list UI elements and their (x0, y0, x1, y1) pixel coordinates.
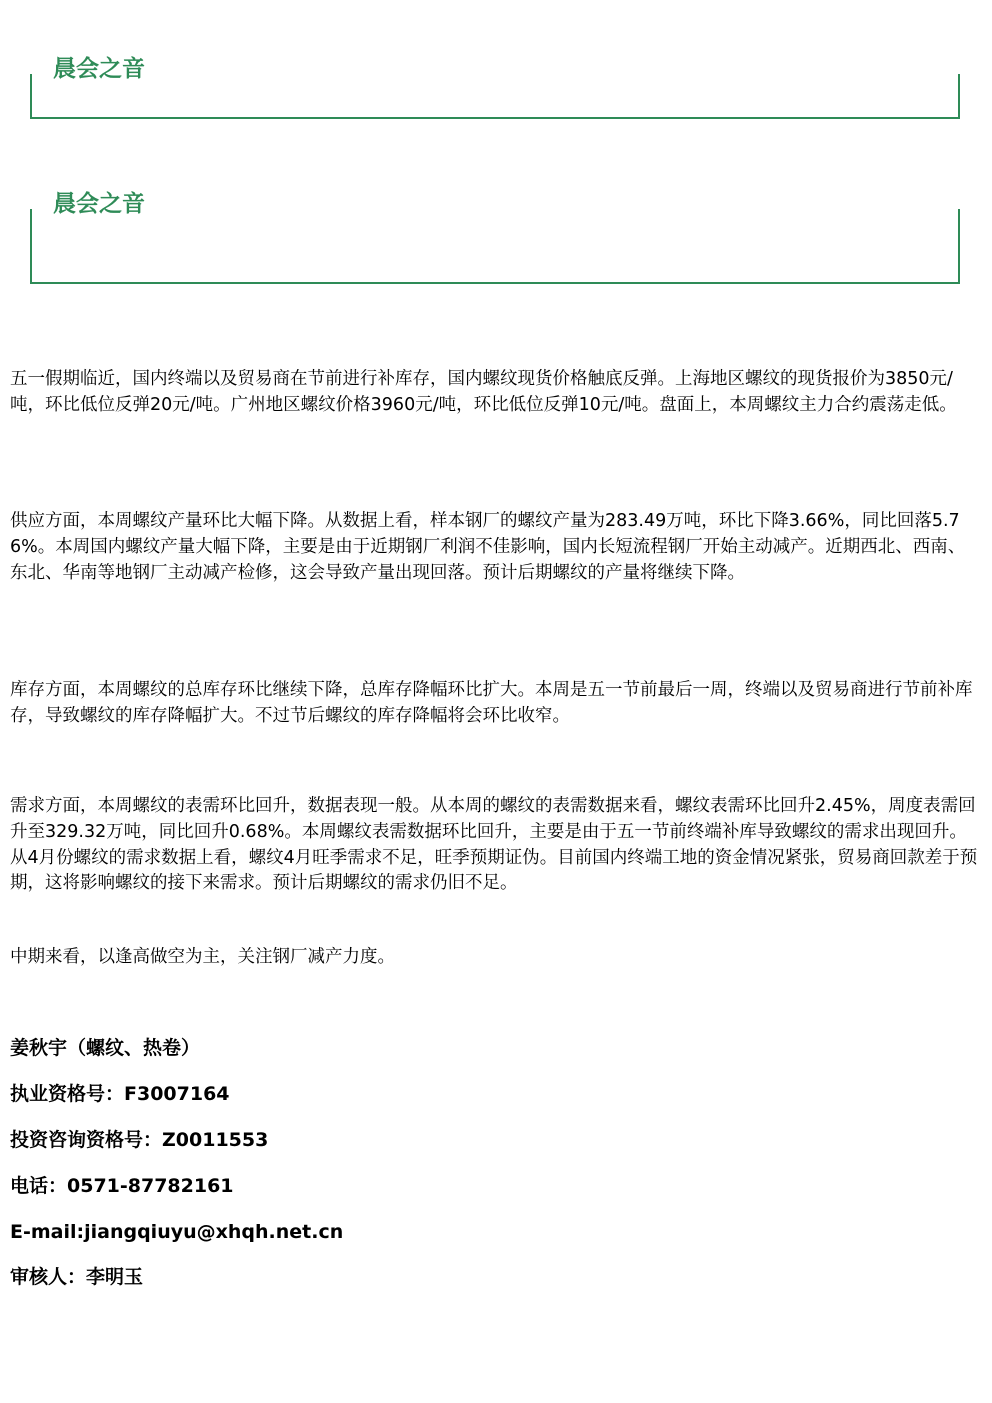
paragraph-outlook: 中期来看，以逢高做空为主，关注钢厂减产力度。 (10, 947, 395, 967)
analyst-name: 姜秋宇（螺纹、热卷） (10, 1037, 201, 1059)
paragraph-supply: 供应方面，本周螺纹产量环比大幅下降。从数据上看，样本钢厂的螺纹产量为283.49万吨，环比下降3.66%，同比回落5.76%。本周国内螺纹产量大幅下降，主要是由于近期钢厂利润不佳影响，国内长短流程钢厂开始主动减产。近期西北、西南、东北、华南等地钢厂主动减产检修，这会导致产量出现回落。预计后期螺纹的产量将继续下降。 (10, 511, 966, 583)
paragraph-inventory: 库存方面，本周螺纹的总库存环比继续下降，总库存降幅环比扩大。本周是五一节前最后一周，终端以及贸易商进行节前补库存，导致螺纹的库存降幅扩大。不过节后螺纹的库存降幅将会环比收窄。 (10, 680, 973, 726)
email-address: E-mail:jiangqiuyu@xhqh.net.cn (10, 1221, 344, 1243)
advisory-license-number: 投资咨询资格号：Z0011553 (10, 1129, 269, 1151)
paragraph-spot-price: 五一假期临近，国内终端以及贸易商在节前进行补库存，国内螺纹现货价格触底反弹。上海地区螺纹的现货报价为3850元/吨，环比低位反弹20元/吨。广州地区螺纹价格3960元/吨，环比低位反弹10元/吨。盘面上，本周螺纹主力合约震荡走低。 (10, 369, 957, 415)
phone-number: 电话：0571-87782161 (10, 1175, 234, 1197)
section-frame-1 (30, 74, 960, 119)
license-number: 执业资格号：F3007164 (10, 1083, 230, 1105)
section-title-1: 晨会之音 (53, 55, 145, 82)
section-title-2: 晨会之音 (53, 190, 145, 217)
reviewer-name: 审核人：李明玉 (10, 1266, 144, 1288)
section-frame-2 (30, 209, 960, 284)
paragraph-demand: 需求方面，本周螺纹的表需环比回升，数据表现一般。从本周的螺纹的表需数据来看，螺纹表需环比回升2.45%，周度表需回升至329.32万吨，同比回升0.68%。本周螺纹表需数据环比回升，主要是由于五一节前终端补库导致螺纹的需求出现回升。从4月份螺纹的需求数据上看，螺纹4月旺季需求不足，旺季预期证伪。目前国内终端工地的资金情况紧张，贸易商回款差于预期，这将影响螺纹的接下来需求。预计后期螺纹的需求仍旧不足。 (10, 796, 978, 894)
